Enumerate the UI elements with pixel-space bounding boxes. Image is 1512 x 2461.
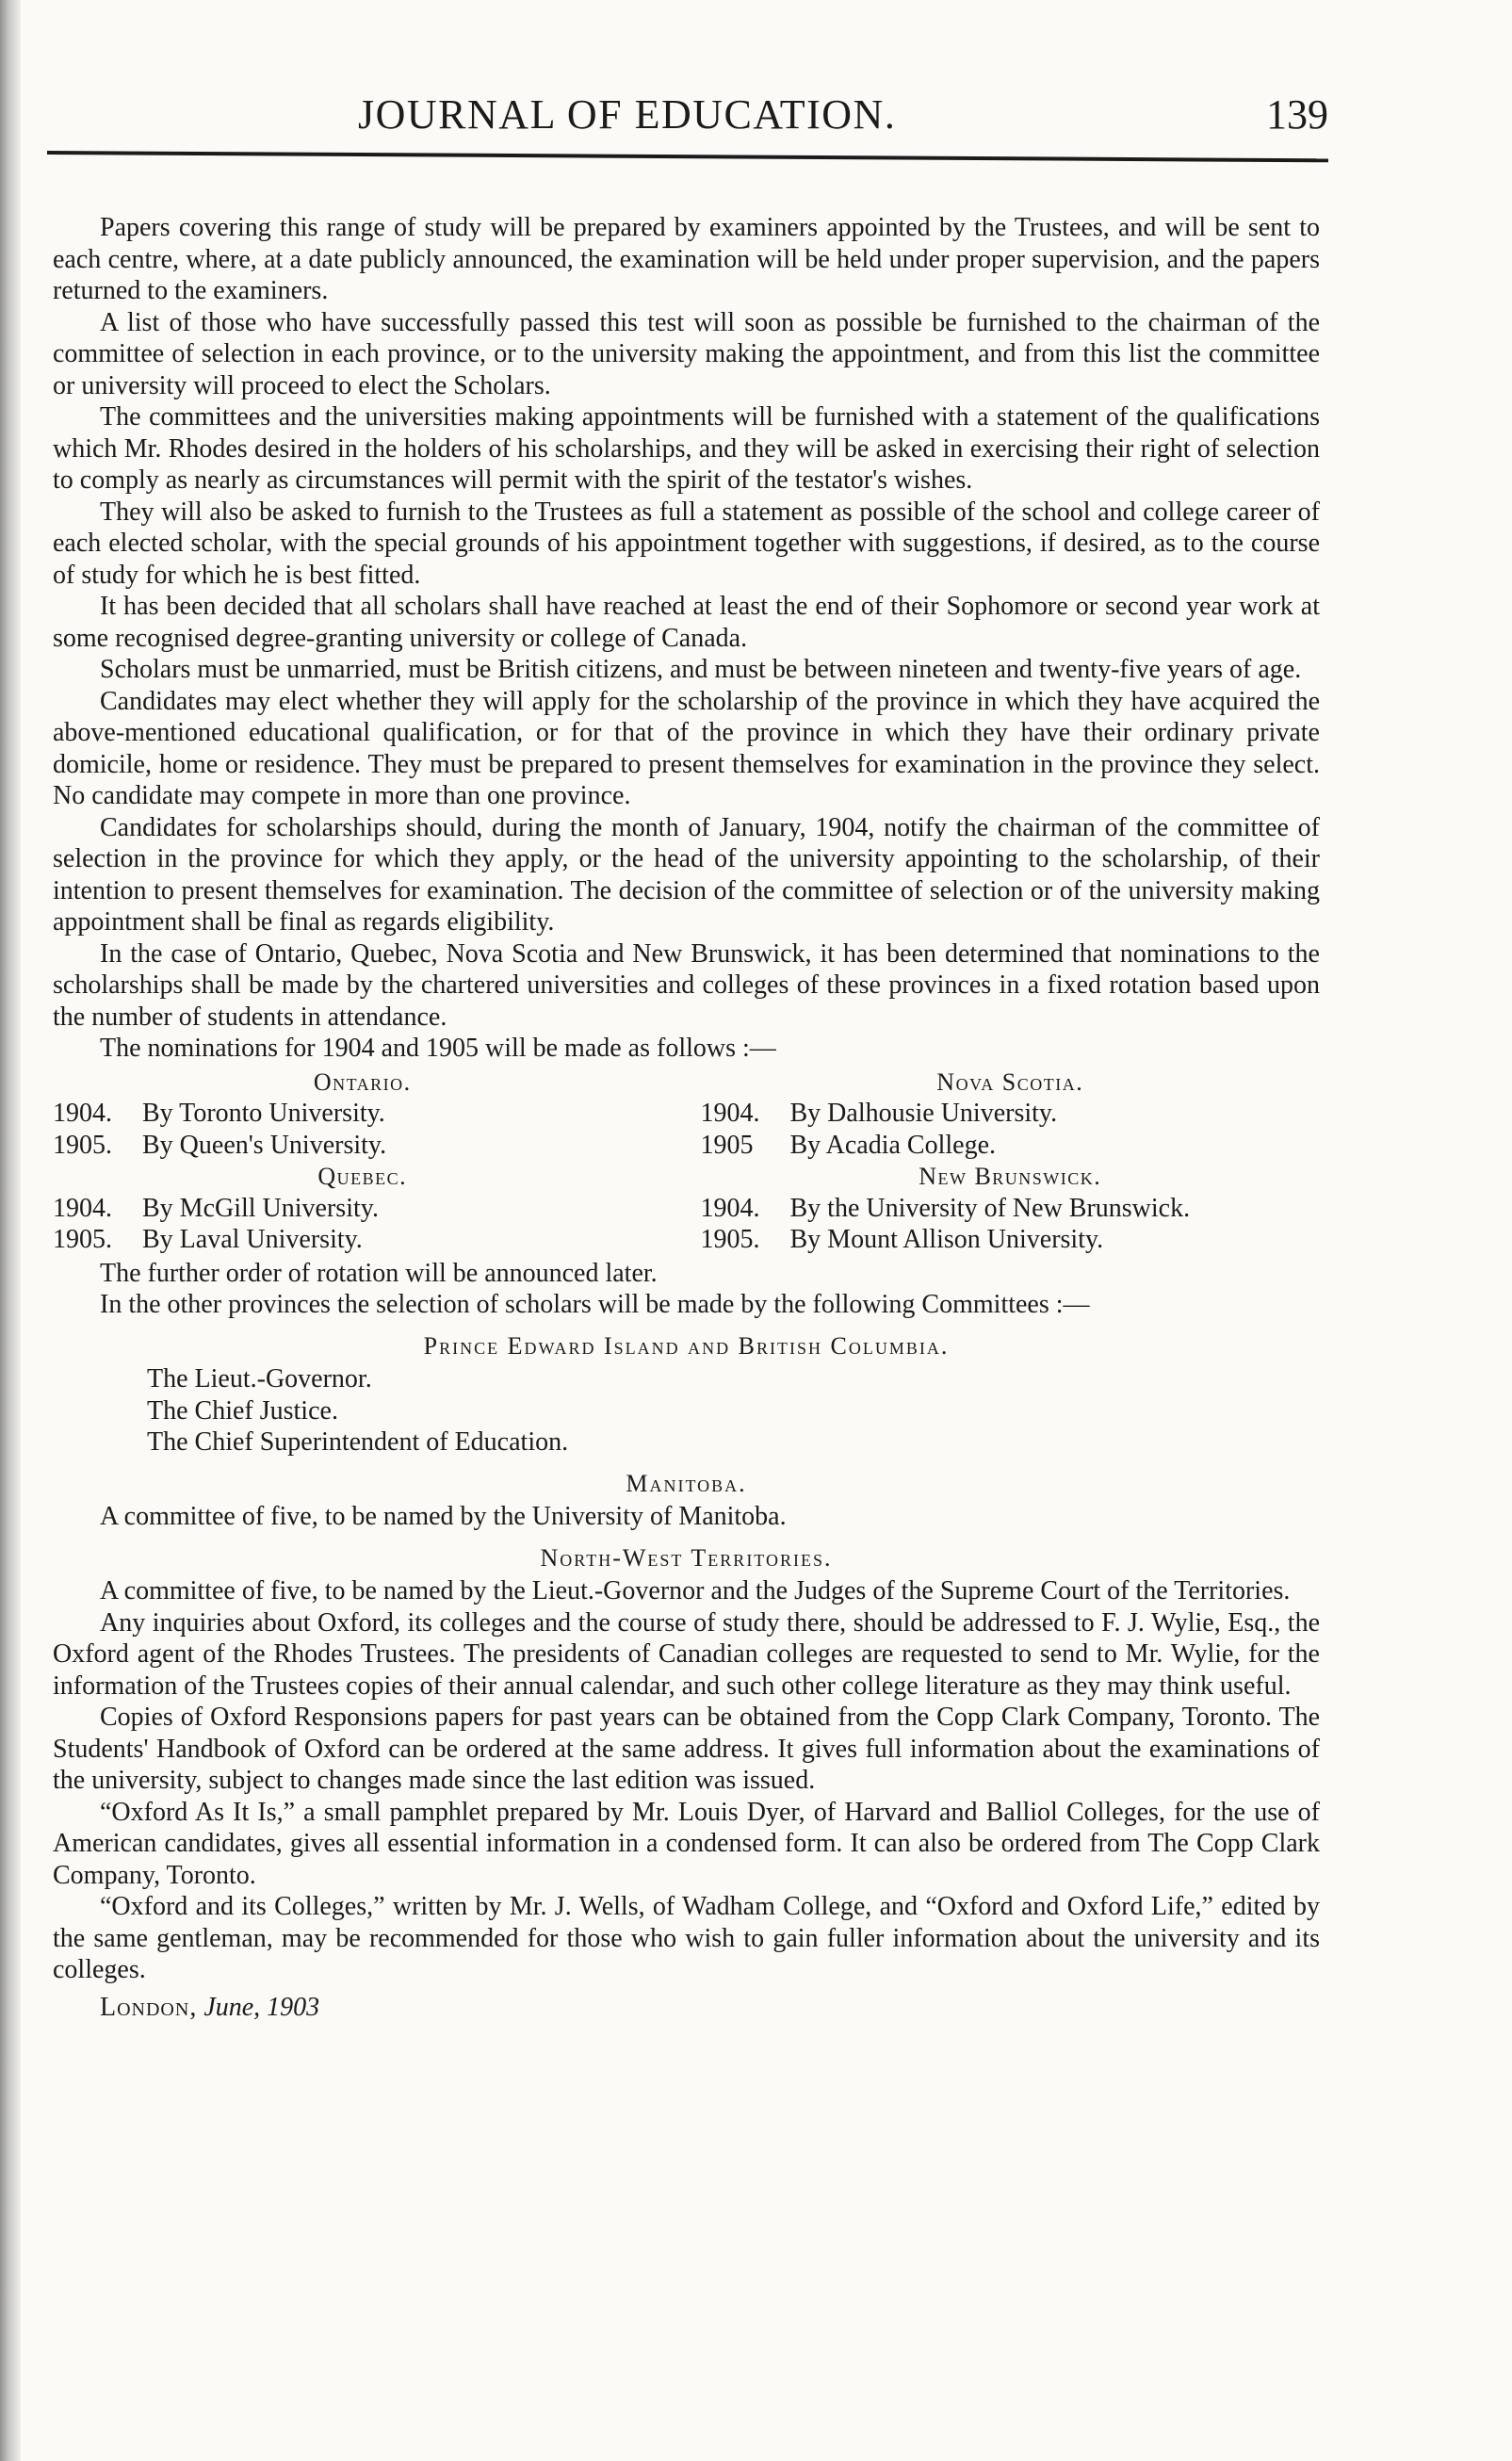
paragraph: Candidates for scholarships should, during the month of January, 1904, notify the chairman of the committee of selection in the province for which they apply, or the head of the university appointing to the scholarship, of their intention to present themselves for examination. The decision of the committee of selection or of the university making appointment shall be final as regards eligibility. [53,812,1320,937]
paragraph: Copies of Oxford Responsions papers for past years can be obtained from the Copp Clark Company, Toronto. The Students' Handbook of Oxford can be ordered at the same address. It gives full information about the examinations of the university, subject to changes made since the last edition was issued. [53,1703,1320,1795]
section-heading-nwt: North-West Territories. [540,1543,833,1572]
paragraph: Scholars must be unmarried, must be British citizens, and must be between nineteen and twenty-five years of age. [100,655,1302,684]
committee-member: The Lieut.-Governor. [147,1364,372,1393]
committee-member: The Chief Superintendent of Education. [147,1427,569,1457]
nomination-year: 1904. [53,1193,112,1223]
nomination-text: By Mount Allison University. [789,1225,1104,1254]
nomination-row [701,1193,1321,1225]
rotation-note: The further order of rotation will be announced later. [100,1258,658,1288]
nomination-row [53,1098,673,1130]
nomination-text: By Laval University. [142,1225,363,1254]
signoff [53,1992,1320,2024]
manitoba-committee: A committee of five, to be named by the University of Manitoba. [100,1502,787,1531]
paragraph: Papers covering this range of study will be prepared by examiners appointed by the Trustees, and will be sent to each centre, where, at a date publicly announced, the examination will be held under proper supervision, and the papers returned to the examiners. [53,213,1320,305]
nominations-new-brunswick [701,1161,1321,1256]
nominations-nova-scotia [701,1067,1321,1162]
nomination-text: By the University of New Brunswick. [789,1193,1191,1223]
running-title: JOURNAL OF EDUCATION. [358,91,897,138]
section-heading-manitoba: Manitoba. [626,1469,747,1497]
province-heading: Nova Scotia. [936,1068,1084,1096]
nominations-intro: The nominations for 1904 and 1905 will be made as follows :— [100,1034,776,1063]
paragraph: Candidates may elect whether they will apply for the scholarship of the province in which they have acquired the above-mentioned educational qualification, or for that of the province in which they have their ordinary private domicile, home or residence. They must be prepared to present themselves for examination in the province they select. No candidate may compete in more than one province. [53,686,1320,810]
nomination-text: By Acadia College. [789,1130,997,1160]
nomination-text: By Dalhousie University. [789,1099,1058,1128]
paragraph: It has been decided that all scholars shall have reached at least the end of their Sophomore or second year work at some recognised degree-granting university or college of Canada. [53,592,1320,653]
nomination-row [701,1130,1321,1162]
nomination-year: 1904. [53,1099,112,1128]
nomination-text: By McGill University. [142,1193,379,1223]
nomination-row [701,1224,1321,1256]
paragraph: “Oxford and its Colleges,” written by Mr. J. Wells, of Wadham College, and “Oxford and Oxford Life,” edited by the same gentleman, may be recommended for those who wish to gain fuller information about the university and its colleges. [53,1892,1320,1984]
nominations-quebec [53,1161,673,1256]
nwt-committee: A committee of five, to be named by the Lieut.-Governor and the Judges of the Supreme Court of the Territories. [100,1576,1291,1605]
province-heading: New Brunswick. [919,1163,1102,1190]
paragraph: The committees and the universities making appointments will be furnished with a statement of the qualifications which Mr. Rhodes desired in the holders of his scholarships, and they will be asked in exercising their right of selection to comply as nearly as circumstances will permit with the spirit of the testator's wishes. [53,402,1320,495]
paragraph: A list of those who have successfully passed this test will soon as possible be furnished to the chairman of the committee of selection in each province, or to the university making the appointment, and from this list the committee or university will proceed to elect the Scholars. [53,307,1320,400]
nomination-year: 1905. [700,1225,760,1254]
province-heading: Quebec. [317,1163,408,1190]
other-provinces-intro: In the other provinces the selection of scholars will be made by the following Committees :— [100,1290,1090,1319]
committee-member: The Chief Justice. [147,1395,338,1426]
paragraph: “Oxford As It Is,” a small pamphlet prepared by Mr. Louis Dyer, of Harvard and Balliol Colleges, for the use of American candidates, gives all essential information in a condensed form. It can also be ordered from The Copp Clark Company, Toronto. [53,1797,1320,1890]
nomination-row [701,1098,1321,1130]
nominations-ontario [53,1067,673,1162]
signoff-place: London, [100,1992,198,2022]
page-edge-shadow [0,0,21,2461]
paragraph: They will also be asked to furnish to the Trustees as full a statement as possible of the school and college career of each elected scholar, with the special grounds of his appointment together with suggestions, if desired, as to the course of study for which he is best fitted. [53,497,1320,590]
nomination-row [53,1193,673,1225]
signoff-date: June, 1903 [203,1992,320,2022]
nomination-text: By Toronto University. [142,1099,385,1128]
nomination-year: 1904. [700,1193,760,1223]
nominations-table [53,1067,1320,1256]
nomination-text: By Queen's University. [142,1130,387,1160]
page-number: 139 [1266,91,1328,138]
nomination-year: 1905 [700,1130,754,1160]
province-heading: Ontario. [313,1068,412,1096]
paragraph: In the case of Ontario, Quebec, Nova Scotia and New Brunswick, it has been determined that nominations to the scholarships shall be made by the chartered universities and colleges of these provinces in a fixed rotation based upon the number of students in attendance. [53,938,1320,1032]
section-heading-pei-bc: Prince Edward Island and British Columbia. [423,1331,950,1360]
nomination-row [53,1130,673,1162]
paragraph: Any inquiries about Oxford, its colleges and the course of study there, should be addressed to F. J. Wylie, Esq., the Oxford agent of the Rhodes Trustees. The presidents of Canadian colleges are requested to send to Mr. Wylie, for the information of the Trustees copies of their annual calendar, and such other college literature as they may think useful. [53,1607,1320,1701]
nomination-row [53,1224,673,1256]
nomination-year: 1905. [53,1130,112,1160]
nomination-year: 1904. [700,1099,760,1128]
article-body [53,212,1320,2023]
nomination-year: 1905. [53,1225,112,1254]
